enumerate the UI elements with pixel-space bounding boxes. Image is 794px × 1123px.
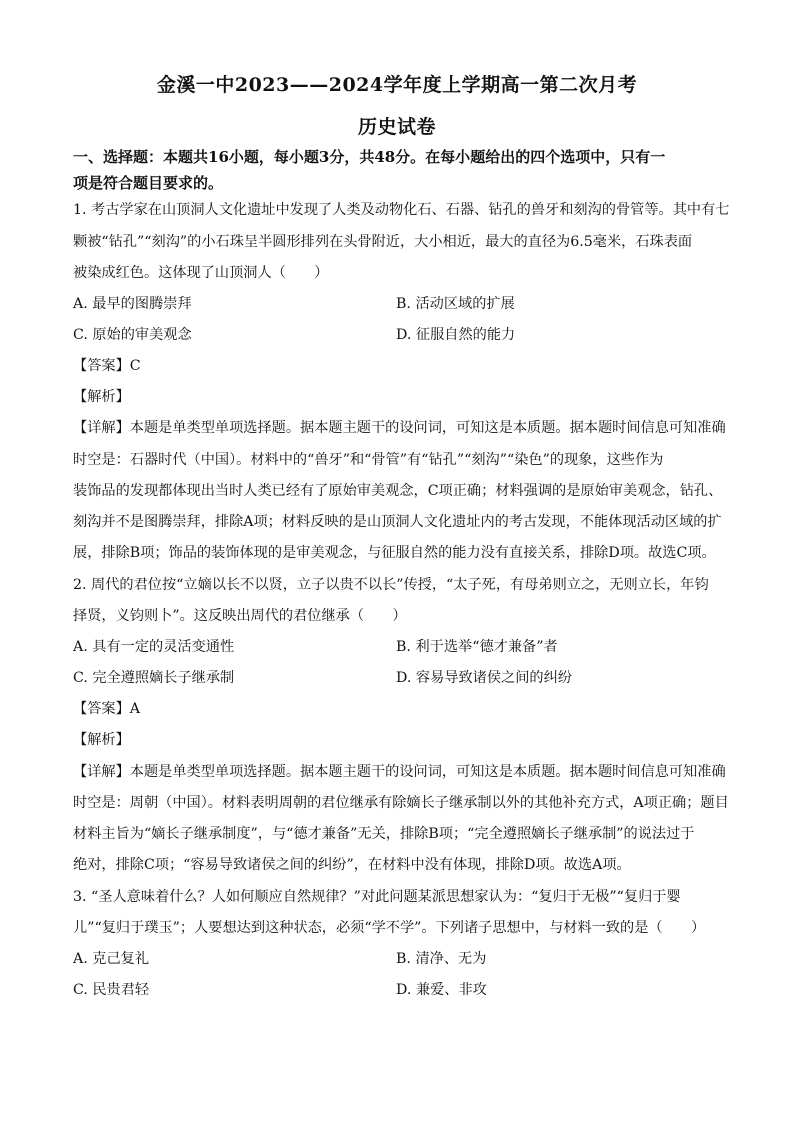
exam-subtitle: 历史试卷 xyxy=(357,116,436,138)
q2-detail-line: 【详解】本题是单类型单项选择题。据本题主题干的设问词，可知这是本质题。据本题时间信息可知准确 xyxy=(73,764,726,780)
q1-detail-line: 装饰品的发现都体现出当时人类已经有了原始审美观念，C项正确；材料强调的是原始审美观念，钻孔、 xyxy=(73,483,723,499)
section-heading-line-2: 项是符合题目要求的。 xyxy=(73,174,224,192)
q3-stem-line: 儿”“复归于璞玉”；人要想达到这种状态，必须“学不学”。下列诸子思想中，与材料一致的是（ ） xyxy=(73,920,706,936)
q3-option-a: A. 克己复礼 xyxy=(73,951,150,967)
q1-stem-line: 1. 考古学家在山顶洞人文化遗址中发现了人类及动物化石、石器、钻孔的兽牙和刻沟的骨管等。其中有七 xyxy=(73,202,730,218)
q2-stem-line: 择贤，义钧则卜”。这反映出周代的君位继承（ ） xyxy=(73,608,407,624)
q2-detail-line: 材料主旨为“嫡长子继承制度”，与“德才兼备”无关，排除B项；“完全遵照嫡长子继承制”的说法过于 xyxy=(73,826,695,842)
q1-detail-line: 展，排除B项；饰品的装饰体现的是审美观念，与征服自然的能力没有直接关系，排除D项。故选C项。 xyxy=(73,545,716,561)
q1-option-b: B. 活动区域的扩展 xyxy=(396,296,515,312)
exam-title: 金溪一中2023——2024学年度上学期高一第二次月考 xyxy=(156,74,638,96)
q1-stem-line: 被染成红色。这体现了山顶洞人（ ） xyxy=(73,265,329,281)
q1-option-c: C. 原始的审美观念 xyxy=(73,327,192,343)
q2-detail-line: 绝对，排除C项；“容易导致诸侯之间的纠纷”，在材料中没有体现，排除D项。故选A项。 xyxy=(73,857,631,873)
q3-stem-line: 3. “圣人意味着什么？人如何顺应自然规律？”对此问题某派思想家认为：“复归于无极”“复归于婴 xyxy=(73,889,681,905)
q2-option-d: D. 容易导致诸侯之间的纠纷 xyxy=(396,670,572,686)
q2-option-b: B. 利于选举“德才兼备”者 xyxy=(396,639,558,655)
q2-option-a: A. 具有一定的灵活变通性 xyxy=(73,639,235,655)
q2-detail-line: 时空是：周朝（中国）。材料表明周朝的君位继承有除嫡长子继承制以外的其他补充方式，A项正确；题目 xyxy=(73,795,729,811)
q3-option-b: B. 清净、无为 xyxy=(396,951,487,967)
q1-detail-line: 时空是：石器时代（中国）。材料中的“兽牙”和“骨管”有“钻孔”“刻沟”“染色”的现象，这些作为 xyxy=(73,452,664,468)
q1-stem-line: 颗被“钻孔”“刻沟”的小石珠呈半圆形排列在头骨附近，大小相近，最大的直径为6.5毫米，石珠表面 xyxy=(73,234,693,250)
q2-stem-line: 2. 周代的君位按“立嫡以长不以贤，立子以贵不以长”传授，“太子死，有母弟则立之，无则立长，年钧 xyxy=(73,577,709,593)
q2-analysis-label: 【解析】 xyxy=(73,732,130,748)
q3-option-d: D. 兼爱、非攻 xyxy=(396,982,487,998)
q1-option-d: D. 征服自然的能力 xyxy=(396,327,516,343)
q2-answer: 【答案】A xyxy=(73,701,140,717)
section-heading-line-1: 一、选择题：本题共16小题，每小题3分，共48分。在每小题给出的四个选项中，只有一 xyxy=(73,148,666,166)
q1-analysis-label: 【解析】 xyxy=(73,389,130,405)
q2-option-c: C. 完全遵照嫡长子继承制 xyxy=(73,670,235,686)
q3-option-c: C. 民贵君轻 xyxy=(73,982,150,998)
q1-answer: 【答案】C xyxy=(73,358,141,374)
q1-option-a: A. 最早的图腾崇拜 xyxy=(73,296,192,312)
q1-detail-line: 刻沟并不是图腾崇拜，排除A项；材料反映的是山顶洞人文化遗址内的考古发现，不能体现活动区域的扩 xyxy=(73,514,722,530)
q1-detail-line: 【详解】本题是单类型单项选择题。据本题主题干的设问词，可知这是本质题。据本题时间信息可知准确 xyxy=(73,420,726,436)
